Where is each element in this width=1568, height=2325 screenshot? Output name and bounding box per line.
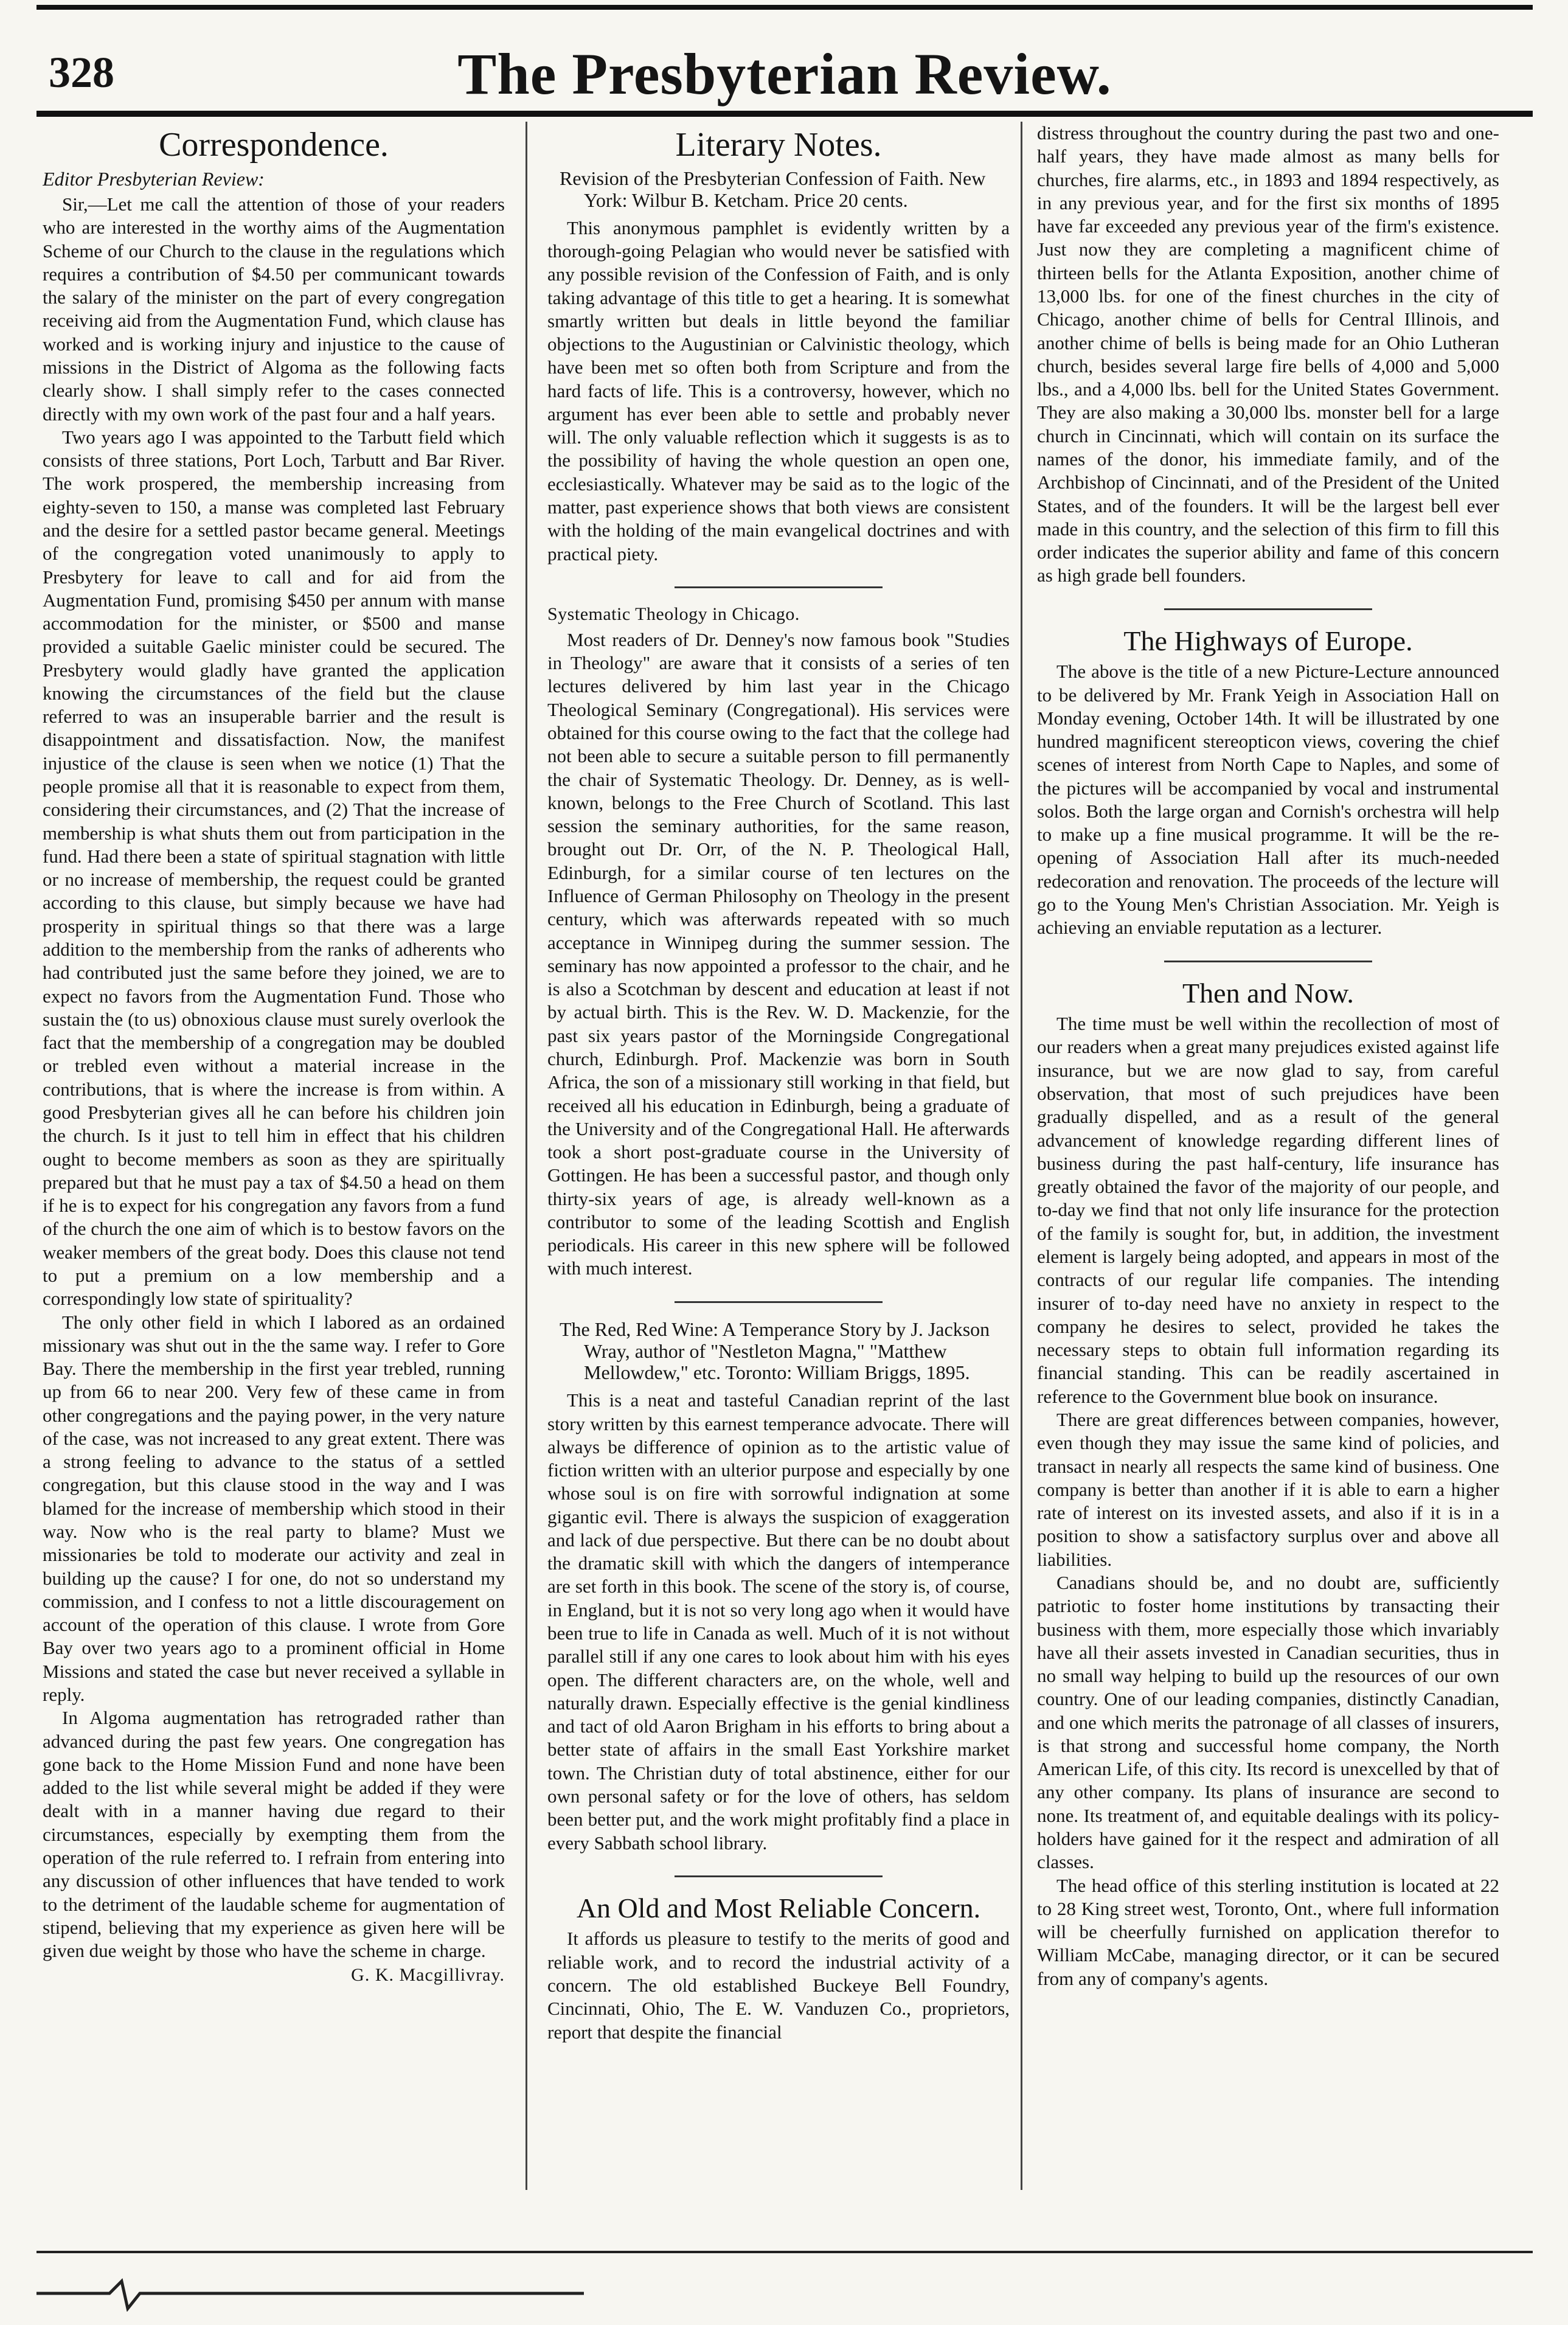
- column-divider: [1021, 122, 1022, 2190]
- review-heading: Systematic Theology in Chicago.: [547, 603, 800, 624]
- section-divider: [675, 586, 883, 588]
- header-rule: [36, 111, 1533, 117]
- column-three: [1037, 122, 1499, 2178]
- letter-paragraph: In Algoma augmentation has retrograded rather than advanced during the past few years. One congregation has gone back to the Home Mission Fund and none have been added to the list while several might be added if they were dealt with in a manner having due regard to their circumstances, especially by exempting them from the operation of the rule referred to. I refrain from entering into any discussion of other influences that have tended to work to the detriment of the laudable scheme for augmentation of stipend, believing that my experience as given here will be given due weight by those who have the scheme in charge.: [43, 1707, 505, 1962]
- column-correspondence: [43, 122, 505, 2178]
- article-body: It affords us pleasure to testify to the merits of good and reliable work, and to record the industrial activity of a concern. The old established Buckeye Bell Foundry, Cincinnati, Ohio, The E. W. Vanduzen Co., proprietors, report that despite the financial: [547, 1928, 1010, 2043]
- section-title-then-and-now: Then and Now.: [1182, 977, 1354, 1009]
- column-divider: [526, 122, 527, 2190]
- review-body: Most readers of Dr. Denney's now famous book "Studies in Theology" are aware that it consists of a series of ten lectures delivered by him last year in the Chicago Theological Seminary (Congregational). His services were obtained for this course owing to the fact that the college had not been able to secure a suitable person to fill permanently the chair of Systematic Theology. Dr. Denney, as is well-known, belongs to the Free Church of Scotland. This last session the seminary authorities, for the same reason, brought out Dr. Orr, of the N. P. Theological Hall, Edinburgh, for a similar course of ten lectures on the Influence of German Philosophy on Theology in the present century, which was afterwards repeated with so much acceptance in Winnipeg during the summer session. The seminary has now appointed a professor to the chair, and he is also a Scotchman by descent and education at least if not by actual birth. This is the Rev. W. D. Mackenzie, for the past six years pastor of the Morningside Congregational church, Edinburgh. Prof. Mackenzie was born in South Africa, the son of a missionary still working in that field, but received all his education in Edinburgh, being a graduate of the University and of the Congregational Hall. He afterwards took a short post-graduate course in the University of Gottingen. He has been a successful pastor, and though only thirty-six years of age, is already well-known as a contributor to some of the leading Scottish and English periodicals. His career in this new sphere will be followed with much interest.: [547, 628, 1010, 1279]
- letter-paragraph: Sir,—Let me call the attention of those of your readers who are interested in the worthy aims of the Augmentation Scheme of our Church to the clause in the regulations which requires a contribution of $4.50 per communicant towards the salary of the minister on the part of every congregation receiving aid from the Augmentation Fund, which clause has worked and is working injury and injustice to the cause of missions in the District of Algoma as the following facts clearly show. I shall simply refer to the cases connected directly with my own work of the past four and a half years.: [43, 193, 505, 425]
- review-body: This anonymous pamphlet is evidently written by a thorough-going Pelagian who would never be satisfied with any possible revision of the Confession of Faith, and is only taking advantage of this title to get a hearing. It is somewhat smartly written but deals in little beyond the familiar objections to the Augustinian or Calvinistic theology, which have been met so often both from Scripture and from the hard facts of life. This is a controversy, however, which no argument has ever been able to settle and probably never will. The only valuable reflection which it suggests is as to the possibility of having the whole question an open one, ecclesiastically. Whatever may be said as to the logic of the matter, past experience shows that both views are consistent with the holding of the main evangelical doctrines and with practical piety.: [547, 217, 1010, 565]
- article-paragraph: The head office of this sterling institution is located at 22 to 28 King street west, Toronto, Ont., where full information will be cheerfully furnished on application therefor to William McCabe, managing director, or it can be secured from any of company's agents.: [1037, 1874, 1499, 1989]
- article-paragraph: Canadians should be, and no doubt are, sufficiently patriotic to foster home institutions by transacting their business with them, more especially those which invariably have all their assets invested in Canadian securities, thus in no small way helping to build up the resources of our own country. One of our leading companies, distinctly Canadian, and one which merits the patronage of all classes of insurers, is that strong and successful home company, the North American Life, of this city. Its record is unexcelled by that of any other company. Its plans of insurance are second to none. Its treatment of, and equitable dealings with its policy-holders have gained for it the respect and admiration of all classes.: [1037, 1571, 1499, 1873]
- section-title-correspondence: Correspondence.: [159, 126, 389, 164]
- footer-rule: [36, 2251, 1533, 2253]
- review-heading: Revision of the Presbyterian Confession of Faith. New York: Wilbur B. Ketcham. Price 20 cents.: [560, 167, 986, 211]
- section-divider: [1164, 608, 1372, 610]
- section-title-highways-of-europe: The Highways of Europe.: [1123, 625, 1413, 656]
- section-divider: [675, 1875, 883, 1877]
- column-literary-notes: [547, 122, 1010, 2178]
- section-divider: [1164, 961, 1372, 962]
- article-paragraph: There are great differences between companies, however, even though they may issue the same kind of policies, and transact in nearly all respects the same kind of business. One company is better than another if it is able to earn a higher rate of interest on its invested assets, and also if it is in a position to show a satisfactory surplus over and above all liabilities.: [1037, 1408, 1499, 1570]
- scan-artifact-mark: [36, 2275, 584, 2312]
- section-title-literary-notes: Literary Notes.: [675, 126, 882, 164]
- page-number: 328: [49, 48, 114, 97]
- review-body: This is a neat and tasteful Canadian reprint of the last story written by this earnest temperance advocate. There will always be difference of opinion as to the artistic value of fiction written with an ulterior purpose and especially by one whose soul is on fire with sorrowful indignation at some gigantic evil. There is always the suspicion of exaggeration and lack of due perspective. But there can be no doubt about the dramatic skill with which the dangers of intemperance are set forth in this book. The scene of the story is, of course, in England, but it is not so very long ago when it would have been true to life in Canada as well. Much of it is not without parallel still if any one cares to look about him with his eyes open. The different characters are, on the whole, well and naturally drawn. Especially effective is the genial kindliness and tact of old Aaron Brigham in his efforts to bring about a better state of affairs in the small East Yorkshire market town. The Christian duty of total abstinence, either for our own personal safety or for the love of others, has seldom been better put, and the work might profitably find a place in every Sabbath school library.: [547, 1389, 1010, 1854]
- masthead: The Presbyterian Review.: [457, 41, 1112, 106]
- article-paragraph: The time must be well within the recollection of most of our readers when a great many prejudices existed against life insurance, but we are now glad to say, from careful observation, that most of such prejudices have been gradually dispelled, and as a result of the general advancement of knowledge regarding different lines of business during the past half-century, life insurance has greatly obtained the favor of the majority of our people, and to-day we find that not only life insurance for the protection of the family is sought for, but, in addition, the investment element is largely being adopted, and appears in most of the contracts of our regular life companies. The intending insurer of to-day need have no anxiety in respect to the company he desires to select, provided he takes the necessary steps to obtain full information regarding its financial standing. This can be readily ascertained in reference to the Government blue book on insurance.: [1037, 1013, 1499, 1407]
- article-body: The above is the title of a new Picture-Lecture announced to be delivered by Mr. Frank Yeigh in Association Hall on Monday evening, October 14th. It will be illustrated by one hundred magnificent stereopticon views, covering the chief scenes of interest from North Cape to Naples, and some of the pictures will be accompanied by vocal and instrumental solos. Both the large organ and Cornish's orchestra will help to make up a fine musical programme. It will be the re-opening of Association Hall after its much-needed redecoration and renovation. The proceeds of the lecture will go to the Young Men's Christian Association. Mr. Yeigh is achieving an enviable reputation as a lecturer.: [1037, 661, 1499, 939]
- letter-signature: G. K. Macgillivray.: [351, 1965, 505, 1986]
- article-body-continued: distress throughout the country during the past two and one-half years, they have made almost as many bells for churches, fire alarms, etc., in 1893 and 1894 respectively, as in any previous year, and for the first six months of 1895 have far exceeded any previous year of the firm's existence. Just now they are completing a magnificent chime of thirteen bells for the Atlanta Exposition, another chime of 13,000 lbs. for one of the finest churches in the city of Chicago, another chime of bells for Central Illinois, and another chime of bells is being made for an Ohio Lutheran church, besides several large fire bells of 4,000 and 5,000 lbs., and a 4,000 lbs. bell for the United States Government. They are also making a 30,000 lbs. monster bell for a large church in Cincinnati, which will contain on its surface the names of the donor, his immediate family, and of the Archbishop of Cincinnati, and of the President of the United States, and of the founders. It will be the largest bell ever made in this country, and the selection of this firm to fill this order indicates the superior ability and fame of this concern as high grade bell founders.: [1037, 122, 1499, 586]
- section-title-bell-foundry: An Old and Most Reliable Concern.: [576, 1892, 981, 1924]
- page-header: [36, 36, 1533, 109]
- section-divider: [675, 1301, 883, 1303]
- editor-salutation: Editor Presbyterian Review:: [43, 168, 265, 190]
- letter-paragraph: The only other field in which I labored as an ordained missionary was shut out in the the same way. I refer to Gore Bay. There the membership in the first year trebled, running up from 66 to near 200. Very few of these came in from other congregations and the paying power, in the very nature of the case, was not increased to any great extent. There was a strong feeling to advance to the status of a settled congregation, but this clause stood in the way and I was blamed for the increase of membership which stood in their way. Now who is the real party to blame? Must we missionaries be told to moderate our activity and zeal in building up the cause? I for one, do not so understand my commission, and I confess to not a little discouragement on account of the operation of this clause. I wrote from Gore Bay over two years ago to a prominent official in Home Missions and stated the case but never received a syllable in reply.: [43, 1311, 505, 1705]
- letter-paragraph: Two years ago I was appointed to the Tarbutt field which consists of three stations, Port Loch, Tarbutt and Bar River. The work prospered, the membership increasing from eighty-seven to 150, a manse was completed last February and the desire for a settled pastor became general. Meetings of the congregation voted unanimously to apply to Presbytery for leave to call and for aid from the Augmentation Fund, promising $450 per annum with manse accommodation for the minister, or $500 and manse provided a suitable Gaelic minister could be secured. The Presbytery would gladly have granted the application knowing the circumstances of the field but the clause referred to was an insuperable barrier and the result is disappointment and dissatisfaction. Now, the manifest injustice of the clause is seen when we notice (1) That the people promise all that it is reasonable to expect from them, considering their circumstances, and (2) That the increase of membership is what shuts them out from participation in the fund. Had there been a state of spiritual stagnation with little or no increase of membership, the request could be granted according to this clause, but simply because we have had prosperity in spiritual things so that there was a large addition to the membership from the ranks of adherents who had contributed just the same before they joined, we are to expect no favors from the Augmentation Fund. Those who sustain the (to us) obnoxious clause must surely overlook the fact that the membership of a congregation may be doubled or trebled even without a material increase in the contributions, that is where the increase is from within. A good Presbyterian gives all he can before his children join the church. Is it just to tell him in effect that his children ought to become members as soon as they are spiritually prepared but that he must pay a tax of $4.50 a head on them if he is to expect for his congregation any favors from a fund of the church the one aim of which is to bestow favors on the weaker members of the great body. Does this clause not tend to put a premium on a low membership and a correspondingly low state of spirituality?: [43, 426, 505, 1310]
- top-rule: [36, 5, 1533, 10]
- review-heading: The Red, Red Wine: A Temperance Story by J. Jackson Wray, author of "Nestleton Magna," "Matthew Mellowdew," etc. Toronto: William Briggs, 1895.: [560, 1318, 990, 1384]
